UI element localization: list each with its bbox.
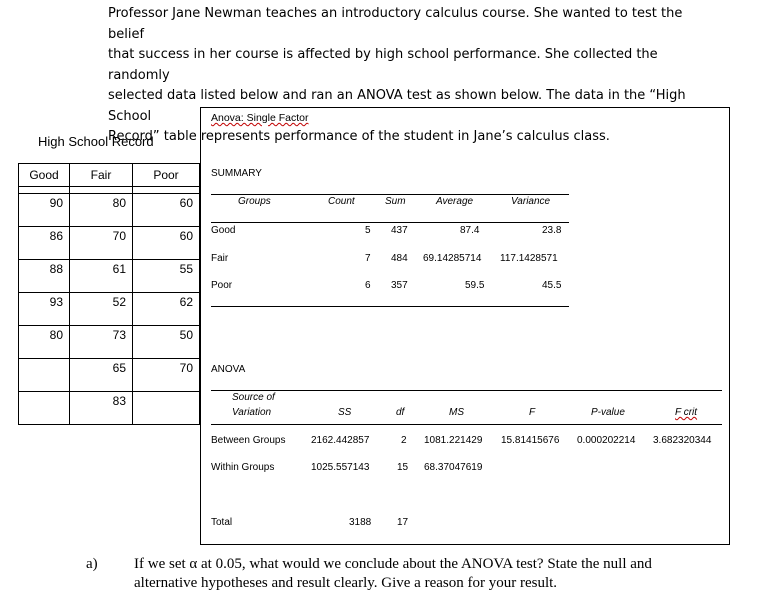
- intro-line-3: selected data listed below and ran an ANOVA test as shown below. The data in the “High School: [108, 88, 686, 124]
- summary-top-rule: [211, 194, 569, 195]
- anova-header-p-value: P-value: [591, 407, 625, 418]
- anova-source: Within Groups: [211, 462, 275, 473]
- summary-average: 87.4: [460, 225, 480, 236]
- summary-header-groups: Groups: [238, 196, 271, 207]
- table-cell: 55: [133, 260, 200, 293]
- table-row: [19, 392, 200, 425]
- anova-header-f: F: [529, 407, 536, 418]
- anova-header-df: df: [396, 407, 405, 418]
- table-cell: 90: [19, 194, 70, 227]
- table-cell: 50: [133, 326, 200, 359]
- table-row: [19, 359, 200, 392]
- summary-header-average: Average: [436, 196, 474, 207]
- table-cell: 80: [70, 194, 133, 227]
- anova-ms: 1081.221429: [424, 435, 483, 446]
- summary-count: 6: [365, 280, 371, 291]
- summary-average: 59.5: [465, 280, 485, 291]
- high-school-record-table: [18, 163, 200, 425]
- summary-sum: 437: [391, 225, 408, 236]
- anova-df: 15: [397, 462, 409, 473]
- anova-label: ANOVA: [211, 364, 246, 375]
- intro-line-2: that success in her course is affected by high school performance. She collected the randomly: [108, 47, 658, 83]
- table-cell: [19, 359, 70, 392]
- anova-total-label: Total: [211, 517, 233, 528]
- anova-f-crit: 3.682320344: [653, 435, 712, 446]
- summary-header-count: Count: [328, 196, 355, 207]
- summary-label: SUMMARY: [211, 168, 262, 179]
- table-cell: 62: [133, 293, 200, 326]
- summary-header-rule: [211, 222, 569, 223]
- anova-output-box: [200, 107, 730, 545]
- anova-ss: 2162.442857: [311, 435, 370, 446]
- table-cell: [133, 392, 200, 425]
- table-row: [19, 293, 200, 326]
- summary-variance: 117.1428571: [500, 253, 558, 264]
- anova-total-ss: 3188: [349, 517, 372, 528]
- summary-average: 69.14285714: [423, 253, 482, 264]
- summary-header-variance: Variance: [511, 196, 551, 207]
- anova-p-value: 0.000202214: [577, 435, 636, 446]
- table-cell: [19, 392, 70, 425]
- question-label: a): [86, 556, 98, 572]
- high-school-record-title: High School Record: [38, 134, 154, 149]
- summary-count: 5: [365, 225, 371, 236]
- anova-header-rule: [211, 424, 722, 425]
- anova-source: Between Groups: [211, 435, 286, 446]
- summary-bottom-rule: [211, 306, 569, 307]
- summary-group: Poor: [211, 280, 233, 291]
- summary-header-sum: Sum: [385, 196, 406, 207]
- table-cell: 65: [70, 359, 133, 392]
- anova-ms: 68.37047619: [424, 462, 483, 473]
- table-cell: 70: [133, 359, 200, 392]
- anova-top-rule: [211, 390, 722, 391]
- summary-group: Good: [211, 225, 236, 236]
- table-spacer-row: [19, 187, 200, 194]
- table-cell: 70: [70, 227, 133, 260]
- anova-header-source: Source of: [232, 392, 275, 403]
- table-cell: 60: [133, 194, 200, 227]
- table-cell: 52: [70, 293, 133, 326]
- table-cell: 88: [19, 260, 70, 293]
- intro-line-4: Record” table represents performance of the student in Jane’s calculus class.: [108, 129, 610, 144]
- table-cell: 86: [19, 227, 70, 260]
- anova-f: 15.81415676: [501, 435, 560, 446]
- table-row: [19, 260, 200, 293]
- anova-header-ss: SS: [338, 407, 352, 418]
- anova-header-f-crit: F crit: [675, 407, 698, 418]
- anova-total-df: 17: [397, 517, 409, 528]
- table-cell: 80: [19, 326, 70, 359]
- anova-ss: 1025.557143: [311, 462, 370, 473]
- table-cell: 61: [70, 260, 133, 293]
- question-text: If we set α at 0.05, what would we conclude about the ANOVA test? State the null and alternative hypotheses and result clearly. Give a reason for your result.: [134, 556, 652, 591]
- table-cell: 93: [19, 293, 70, 326]
- intro-line-1: Professor Jane Newman teaches an introductory calculus course. She wanted to test the belief: [108, 6, 683, 42]
- header-good: Good: [19, 164, 70, 187]
- table-cell: 73: [70, 326, 133, 359]
- table-row: [19, 227, 200, 260]
- summary-sum: 357: [391, 280, 408, 291]
- table-row: [19, 194, 200, 227]
- anova-header-ms: MS: [449, 407, 464, 418]
- table-cell: 60: [133, 227, 200, 260]
- header-poor: Poor: [133, 164, 200, 187]
- summary-count: 7: [365, 253, 371, 264]
- anova-header-variation: Variation: [232, 407, 272, 418]
- anova-df: 2: [401, 435, 407, 446]
- header-fair: Fair: [70, 164, 133, 187]
- table-row: [19, 326, 200, 359]
- summary-sum: 484: [391, 253, 408, 264]
- summary-group: Fair: [211, 253, 229, 264]
- table-cell: 83: [70, 392, 133, 425]
- anova-title: Anova: Single Factor: [211, 112, 309, 124]
- table-header-row: [19, 164, 200, 187]
- summary-variance: 23.8: [542, 225, 562, 236]
- summary-variance: 45.5: [542, 280, 562, 291]
